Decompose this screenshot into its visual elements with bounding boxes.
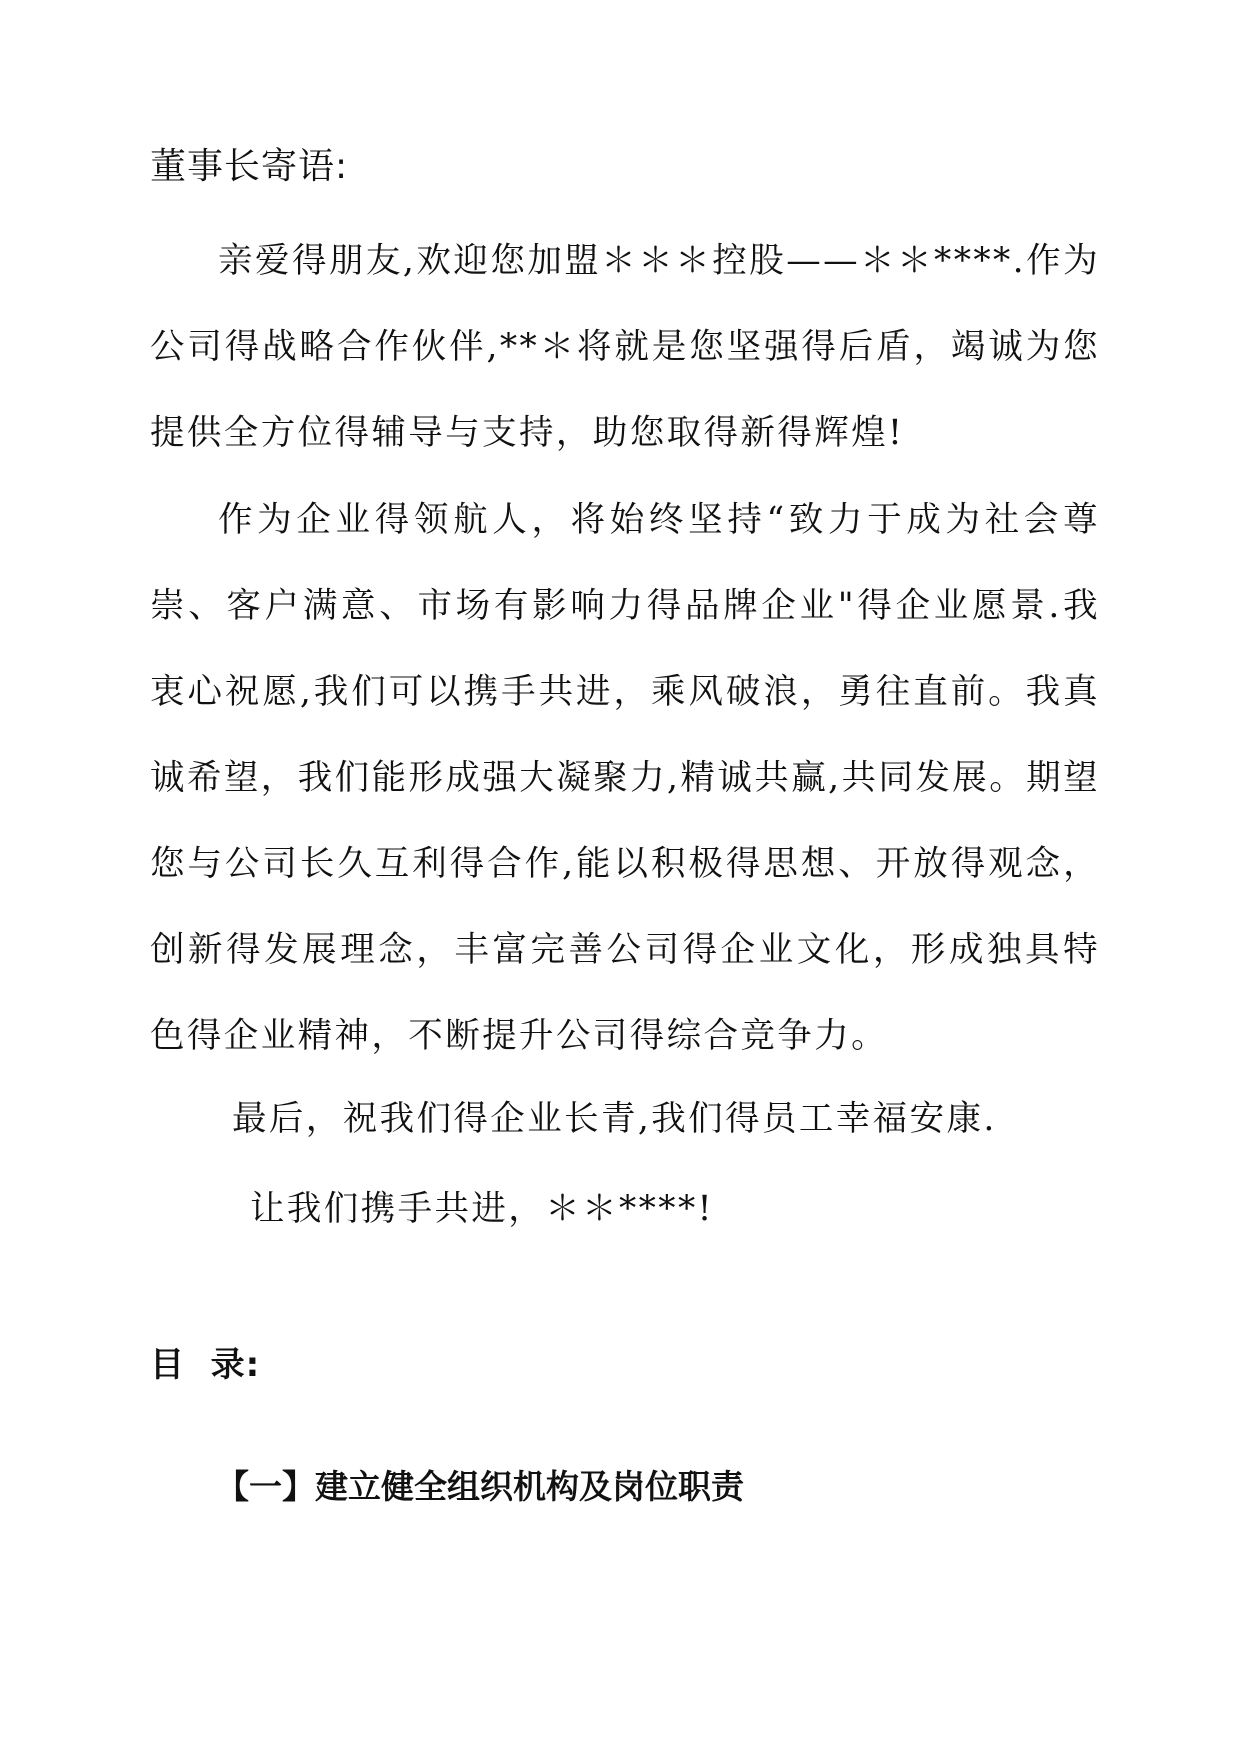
closing-slogan: 让我们携手共进，＊＊****! bbox=[250, 1189, 714, 1229]
letter-heading: 董事长寄语: bbox=[150, 146, 349, 187]
toc-item[interactable]: 【一】建立健全组织机构及岗位职责 bbox=[216, 1467, 744, 1506]
welcome-paragraph: 亲爱得朋友,欢迎您加盟＊＊＊控股——＊＊****.作为公司得战略合作伙伴,**＊将就是您坚强得后盾，竭诚为您提供全方位得辅导与支持，助您取得新得辉煌! bbox=[150, 241, 1100, 453]
toc-title: 目 录: bbox=[150, 1345, 261, 1385]
vision-paragraph: 作为企业得领航人，将始终坚持“致力于成为社会尊崇、客户满意、市场有影响力得品牌企业"得企业愿景.我衷心祝愿,我们可以携手共进，乘风破浪，勇往直前。我真诚希望，我们能形成强大凝聚力,精诚共赢,共同发展。期望您与公司长久互利得合作,能以积极得思想、开放得观念，创新得发展理念，丰富完善公司得企业文化，形成独具特色得企业精神，不断提升公司得综合竞争力。 bbox=[150, 500, 1100, 1056]
closing-wish: 最后，祝我们得企业长青,我们得员工幸福安康. bbox=[232, 1099, 997, 1139]
